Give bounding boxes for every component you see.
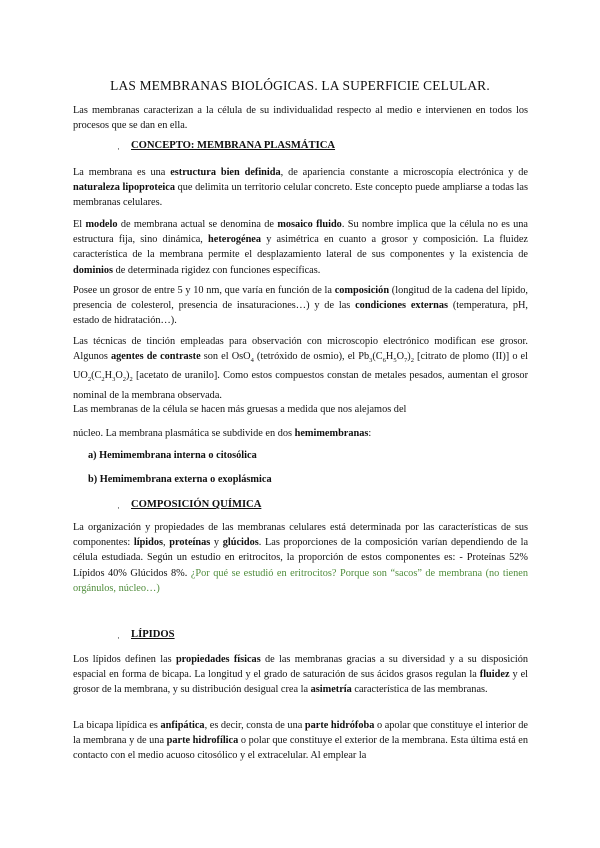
list-item-hemimembrana-interna: a) Hemimembrana interna o citosólica <box>88 450 257 461</box>
heading-composicion: COMPOSICIÓN QUÍMICA <box>131 499 262 510</box>
bullet-marker: · <box>117 633 120 643</box>
bullet-marker: · <box>117 503 120 513</box>
bullet-marker: · <box>117 144 120 154</box>
paragraph-bicapa: La bicapa lipídica es anfipática, es decir, consta de una parte hidrófoba o apolar que constituye el interior de la membrana y de una parte hidrofílica o polar que constituye el exterior de la membrana. Esta última está en contacto con el medio acuoso citosólico y el extracelular. Al emplear la <box>73 720 528 762</box>
paragraph-tincion: Las técnicas de tinción empleadas para observación con microscopio electrónico modifican ese grosor. Algunos agentes de contraste son el OsO$_4$ (tetróxido de osmio), el $Pb_3(C_6H_5O_7)_2$ [citrato de plomo (II)] o el $UO_2(C_2H_3O_2)_2$ [acetato de uranilo]. Como estos compuestos constan de metales pesados, aumentan el grosor nominal de la membrana observada. <box>73 336 528 401</box>
intro-paragraph: Las membranas caracterizan a la célula de su individualidad respecto al medio e intervienen en todos los procesos que se dan en ella. <box>73 105 528 132</box>
heading-concepto: CONCEPTO: MEMBRANA PLASMÁTICA <box>131 140 336 151</box>
paragraph-grosor: Posee un grosor de entre 5 y 10 nm, que varía en función de la composición (longitud de la cadena del lípido, presencia de colesterol, presencia de insaturaciones…) y de las condiciones externas (temperatura, pH, estado de hidratación…). <box>73 285 529 327</box>
paragraph-hemimembranas: núcleo. La membrana plasmática se subdivide en dos hemimembranas: <box>73 428 372 439</box>
paragraph-lipidos: Los lípidos definen las propiedades físicas de las membranas gracias a su diversidad y a su disposición espacial en forma de bicapa. La longitud y el grado de saturación de sus ácidos grasos regulan la fluidez y el grosor de la membrana, y su distribución desigual crea la asimetría característica de las membranas. <box>73 654 528 696</box>
list-item-hemimembrana-externa: b) Hemimembrana externa o exoplásmica <box>88 474 272 485</box>
document-title: LAS MEMBRANAS BIOLÓGICAS. LA SUPERFICIE CELULAR. <box>110 78 490 93</box>
paragraph-grosor-capas: Las membranas de la célula se hacen más gruesas a medida que nos alejamos del <box>73 404 407 415</box>
paragraph-membrana-definicion: La membrana es una estructura bien definida, de apariencia constante a microscopía electrónica y de naturaleza lipoproteica que delimita un territorio celular concreto. Este concepto puede ampliarse a todas las membranas celulares. <box>73 167 528 209</box>
paragraph-mosaico-fluido: El modelo de membrana actual se denomina de mosaico fluido. Su nombre implica que la célula no es una estructura fija, sino dinámica, heterogénea y asimétrica en cuanto a grosor y composición. La fluidez característica de la membrana permite el desplazamiento lateral de sus componentes y la existencia de dominios de determinada rigidez con funciones específicas. <box>73 219 528 276</box>
note-eritrocitos: ¿Por qué se estudió en eritrocitos? Porque son “sacos” de membrana (no tienen orgánulos, núcleo…) <box>73 567 528 594</box>
paragraph-composicion: La organización y propiedades de las membranas celulares está determinada por las características de sus componentes: lípidos, proteínas y glúcidos. Las proporciones de la composición varían dependiendo de la célula estudiada. Según un estudio en eritrocitos, la proporción de estos componentes es: - Proteínas 52% Lípidos 40% Glúcidos 8%. ¿Por qué se estudió en eritrocitos? Porque son “sacos” de membrana (no tienen orgánulos, núcleo…) <box>73 522 529 594</box>
heading-lipidos: LÍPIDOS <box>131 629 175 640</box>
